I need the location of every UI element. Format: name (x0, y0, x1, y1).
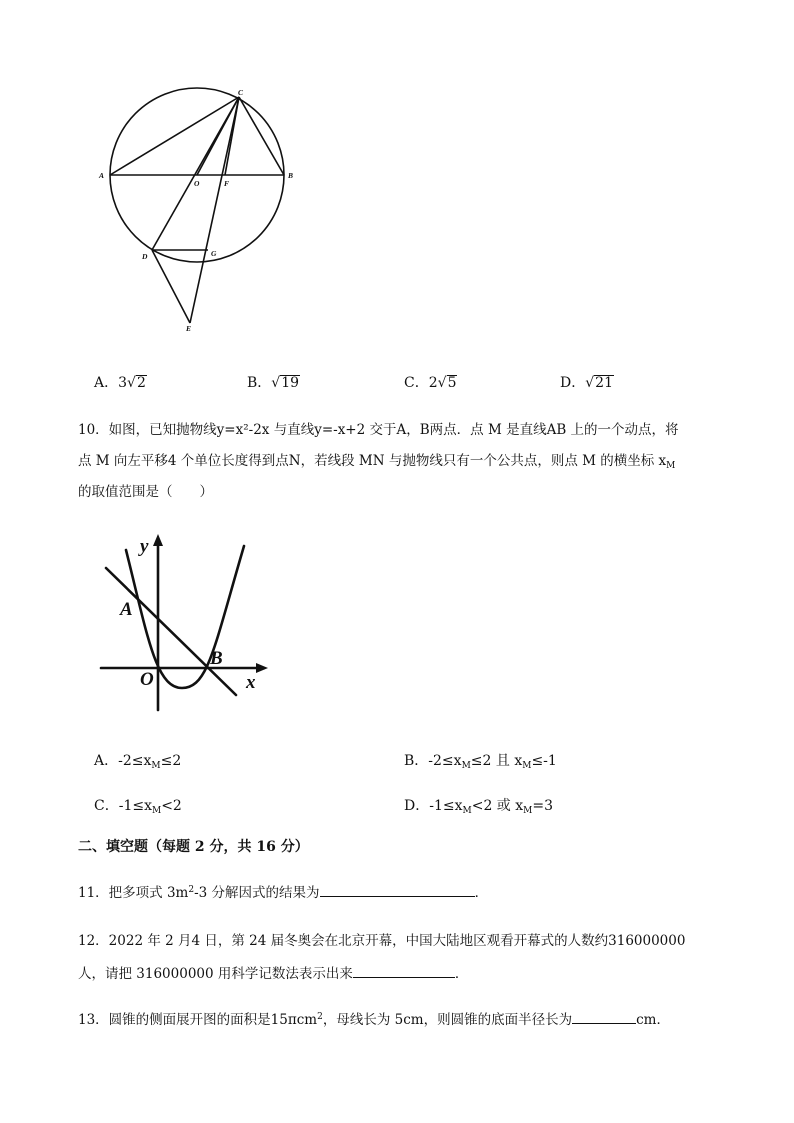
q12-line2: 人，请把 316000000 用科学记数法表示出来 ． (78, 963, 468, 983)
segment-AC (110, 97, 239, 175)
line-AB (106, 568, 236, 695)
x-axis-arrow (256, 663, 268, 673)
label-O: O (140, 669, 154, 690)
label-y: y (140, 536, 149, 557)
label-D: D (142, 252, 148, 261)
label-E: E (186, 324, 192, 333)
q10-parabola-figure (96, 528, 276, 713)
label-A: A (99, 171, 105, 180)
q12-line1: 12．2022 年 2 月4 日，第 24 届冬奥会在北京开幕，中国大陆地区观看开幕式的人数约316000000 (78, 933, 686, 949)
q12-answer-blank[interactable] (353, 963, 455, 978)
label-x: x (246, 672, 256, 693)
q10-line1: 10．如图，已知抛物线y=x²-2x 与直线y=-x+2 交于A，B两点．点 M 是直线AB 上的一个动点，将 (78, 422, 679, 438)
label-O: O (194, 179, 200, 188)
label-C: C (238, 88, 244, 97)
label-G: G (211, 249, 217, 258)
y-axis-arrow (153, 534, 163, 546)
q10-option-a: A．$-2\le x_M\le 2$ (94, 753, 182, 771)
q13: 13．圆锥的侧面展开图的面积是15πcm$^2$，母线长为 5cm，则圆锥的底面半径长为 cm． (78, 1008, 670, 1029)
q9-option-b: B．√19 (247, 375, 300, 391)
label-F: F (224, 179, 230, 188)
q9-option-d: D．√21 (560, 375, 613, 391)
q13-answer-blank[interactable] (572, 1009, 636, 1024)
q10-line2: 点 M 向左平移4 个单位长度得到点N，若线段 MN 与抛物线只有一个公共点，则点 M 的横坐标 $x_M$ (78, 453, 676, 471)
segment-CB (239, 97, 284, 175)
q10-option-c: C．$-1\le x_M<2$ (94, 798, 182, 816)
section-heading: 二、填空题（每题 2 分，共 16 分） (78, 839, 309, 855)
q10-line3: 的取值范围是（ ） (78, 484, 213, 500)
q9-circle-figure (90, 85, 310, 335)
label-B: B (210, 648, 223, 669)
q9-option-c: C．2√5 (404, 375, 457, 391)
q11-answer-blank[interactable] (320, 882, 475, 897)
segment-CE (190, 97, 239, 323)
label-B: B (288, 171, 294, 180)
q10-option-d: D．$-1\le x_M<2$ 或 $x_M=3$ (404, 798, 554, 816)
q9-option-a: A．3√2 (94, 375, 146, 391)
q10-option-b: B．$-2\le x_M\le 2$ 且 $x_M\le-1$ (404, 753, 557, 771)
label-A: A (120, 599, 133, 620)
q11: 11．把多项式 $3m^2-3$ 分解因式的结果为 ． (78, 881, 488, 902)
